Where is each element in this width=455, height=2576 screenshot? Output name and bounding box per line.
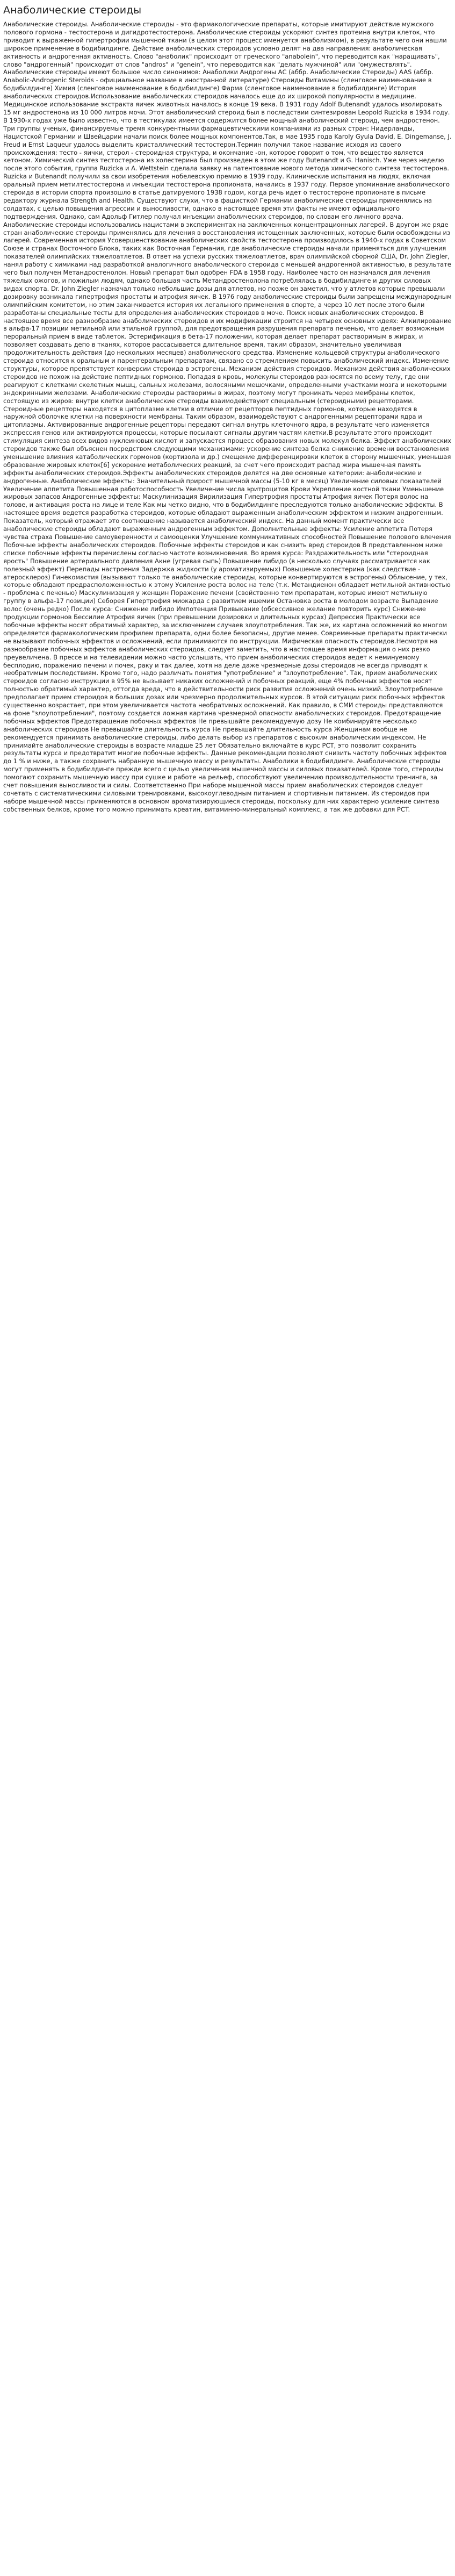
article-body: Анаболические стероиды. Анаболические стероиды - это фармакологические препараты, которые имитируют действие мужского полового гормона - тестостерона и дигидротестостерона. Анаболические стероиды ускоряют синтез протеина внутри клеток, что приводит к выраженной гипертрофии мышечной ткани (в целом этот процесс именуется анаболизмом), в результате чего они нашли широкое применение в бодибилдинге. Действие анаболических стероидов условно делят на два направления: анаболическая активность и андрогенная активность. Слово "анаболик" происходит от греческого "anabolein", что переводится как "наращивать", слово "андрогенный" происходит от слов "andros" и "genein", что переводится как "делать мужчиной" или "омужествлять". Анаболические стероиды имеют большое число синонимов: Анаболики Андрогены АС (аббр. Анаболические Стероиды) AAS (аббр. Anabolic-Androgenic Steroids - официальное название в иностранной литературе) Стероиды Витамины (сленговое наименование в бодибилдинге) Химия (сленговое наименование в бодибилдинге) Фарма (сленговое наименование в бодибилдинге) История анаболических стероидов.Использование анаболических стероидов началось еще до их широкой популярности в медицине. Медицинское использование экстракта яичек животных началось в конце 19 века. В 1931 году Adolf Butenandt удалось изолировать 15 мг андростенона из 10 000 литров мочи. Этот анаболический стероид был в последствии синтезирован Leopold Ruzicka в 1934 году. В 1930-х годах уже было известно, что в тестикулах имеется содержится более мощный анаболический стероид, чем андростенон. Три группы ученых, финансируемые тремя конкурентными фармацевтическими компаниями из разных стран: Нидерланды, Нацистской Германии и Швейцарии начали поиск более мощных компонентов.Так, в мае 1935 года Karoly Gyula David, E. Dingemanse, J. Freud и Ernst Laqueur удалось выделить кристаллический тестостерон.Термин получил такое название исходя из своего происхождения: тесто - яички, стерол - стероидная структура, и окончание -он, которое говорит о том, что вещество является кетоном. Химический синтез тестостерона из холестерина был произведен в этом же году Butenandt и G. Hanisch. Уже через неделю после этого события, группа Ruzicka и A. Wettstein сделала заявку на патентование нового метода химического синтеза тестостерона. Ruzicka и Butenandt получили за свои изобретения нобелевскую премию в 1939 году. Клинические испытания на людях, включая оральный прием метилтестостерона и инъекции тестостерона пропионата, начались в 1937 году. Первое упоминание анаболического стероида в истории спорта произошло в статье датируемого 1938 годом, когда речь идет о тестостероне пропионате в письме редактору журнала Strength and Health. Существуют слухи, что в фашисткой Германии анаболические стероиды применялись на солдатах, с целью повышения агрессии и выносливости, однако в настоящее время эти факты не имеют официального подтверждения. Однако, сам Адольф Гитлер получал инъекции анаболических стероидов, по словам его личного врача. Анаболические стероиды использовались нацистами в экспериментах на заключенных концентрационных лагерей. В другом же ряде стран анаболические стероиды применялись для лечения в восстановления истощенных заключенных, которые были освобождены из лагерей. Современная история Усовершенствование анаболических свойств тестостерона производилось в 1940-х годах в Советском Союзе и странах Восточного Блока, таких как Восточная Германия, где анаболические стероиды начали применяться для улучшения показателей олимпийских тяжелоатлетов. В ответ на успехи русских тяжелоатлетов, врач олимпийской сборной США, Dr. John Ziegler, нанял работу с химиками над разработкой аналогичного анаболического стероида с меньшей андрогенной активностью, в результате чего был получен Метандростенолон. Новый препарат был одобрен FDA в 1958 году. Наиболее часто он назначался для лечения тяжелых ожогов, и пожилым людям, однако большая часть Метандростенолона потреблялась в бодибилдинге и других силовых видах спорта. Dr. John Ziegler назначал только небольшие дозы для атлетов, но позже он заметил, что у атлетов которые превышали дозировку возникала гипертрофия простаты и атрофия яичек. В 1976 году анаболические стероиды были запрещены международным олимпийским комитетом, но этим заканчивается история их легального применения в спорте, а через 10 лет после этого были разработаны специальные тесты для определения анаболических стероидов в моче. Поиск новых анаболических стероидов. В настоящее время все разнообразие анаболических стероидов и их модификации строится на четырех основных идеях: Алкилирование в альфа-17 позиции метильной или этильной группой, для предотвращения разрушения препарата печенью, что делает возможным пероральный прием в виде таблеток. Эстерификация в бета-17 положении, которая делает препарат растворимым в жирах, и позволяет создавать депо в тканях, которое рассасывается длительное время, таким образом, значительно увеличивая продолжительность действия (до нескольких месяцев) анаболического средства. Изменение кольцевой структуры анаболического стероида относится к оральным и парентеральным препаратам, связано со стремлением повысить анаболический индекс. Изменение структуры, которое препятствует конверсии стероида в эстрогены. Механизм действия стероидов. Механизм действия анаболических стероидов не похож на действие пептидных гормонов. Попадая в кровь, молекулы стероидов разносятся по всему телу, где они реагируют с клетками скелетных мышц, сальных железами, волосяными мешочками, определенными участками мозга и некоторыми эндокринными железами. Анаболические стероиды растворимы в жирах, поэтому могут проникать через мембраны клеток, состоящую из жиров: внутри клетки анаболические стероиды взаимодействуют специальным (стероидными) рецепторами. Стероидные рецепторы находятся в цитоплазме клетки в отличие от рецепторов пептидных гормонов, которые находятся в наружной оболочке клетки на поверхности мембраны. Таким образом, взаимодействуют с андрогенными рецепторами ядра и цитоплазмы. Активированные андрогенные рецепторы передают сигнал внутрь клеточного ядра, в результате чего изменяется экспрессия генов или активируются процессы, которые посылают сигналы другим частям клетки.В результате этого происходит стимуляция синтеза всех видов нуклеиновых кислот и запускается процесс образования новых молекул белка. Эффект анаболических стероидов также был объяснен посредством следующими механизмами: ускорение синтеза белка снижение времени восстановления уменьшение влияния катаболических гормонов (кортизола и др.) смещение дифференцировки клеток в сторону мышечных, уменьшая образование жировых клеток[6] ускорение метаболических реакций, за счет чего происходит распад жира мышечная память эффекты анаболических стероидов.Эффекты анаболических стероидов делятся на две основные категории: анаболические и андрогенные. Анаболические эффекты: Значительный прирост мышечной массы (5-10 кг в месяц) Увеличение силовых показателей Увеличение аппетита Повышенная работоспособность Увеличение числа эритроцитов Крови Укрепление костной ткани Уменьшение жировых запасов Андрогенные эффекты: Маскулинизация Вирилизация Гипертрофия простаты Атрофия яичек Потеря волос на голове, и активация роста на лице и теле Как мы четко видно, что в бодибилдинге преследуются только анаболические эффекты. В настоящее время ведется разработка стероидов, которые обладают выраженным анаболическим эффектом и низким андрогенным. Показатель, который отражает это соотношение называется анаболический индекс. На данный момент практически все анаболические стероиды обладают выраженным андрогенным эффектом. Дополнительные эффекты: Усиление аппетита Потеря чувства страха Повышение самоуверенности и самооценки Улучшение коммуникативных способностей Повышение полового влечения Побочные эффекты анаболических стероидов. Побочные эффекты стероидов и как снизить вред стероидов В представленном ниже списке побочные эффекты перечислены согласно частоте возникновения. Во время курса: Раздражительность или "стероидная ярость" Повышение артериального давления Акне (угревая сыпь) Повышение либидо (в несколько случаях рассматривается как полезный эффект) Перепады настроения Задержка жидкости (у ароматизируемых) Повышение холестерина (как следствие - атеросклероз) Гинекомастия (вызывают только те анаболические стероиды, которые конвертируются в эстрогены) Облысение, у тех, которые обладают предрасположенностью к этому Усиление роста волос на теле (т.к. Метандиенон обладает метильной активностью - проблема с печенью) Маскулинизация у женщин Поражение печени (свойственно тем препаратам, которые имеют метильную группу в альфа-17 позиции) Себорея Гипертрофия миокарда с развитием ишемии Остановка роста в молодом возрасте Выпадение волос (очень редко) После курса: Снижение либидо Импотенция Привыкание (обсессивное желание повторить курс) Снижение продукции гормонов Бессилие Атрофия яичек (при превышении дозировки и длительных курсах) Депрессия Практически все побочные эффекты носят обратимый характер, за исключением случаев злоупотребления. Так же, их картина осложнений во многом определяется фармакологическим профилем препарата, одни более безопасны, другие менее. Современные препараты практически не вызывают побочных эффектов и осложнений, если принимаются по инструкции. Мифическая опасность стероидов.Несмотря на разнообразие побочных эффектов анаболических стероидов, следует заметить, что в настоящее время информация о них резко преувеличена. В прессе и на телевидении можно часто услышать, что прием анаболических стероидов ведет к неминуемому бесплодию, поражению печени и почек, раку и так далее, хотя на деле даже чрезмерные дозы стероидов не всегда приводят к необратимым последствиям. Кроме того, надо различать понятия "употребление" и "злоупотребление". Так, прием анаболических стероидов согласно инструкции в 95% не вызывает никаких осложнений и побочных реакций, еще 4% побочных эффектов носят полностью обратимый характер, оттогда вреда, что в действительности риск развития осложнений очень низкий. Злоупотребление предполагает прием стероидов в больших дозах или чрезмерно продолжительных курсов. В этой ситуации риск побочных эффектов существенно возрастает, при этом увеличивается частота необратимых осложнений. Как правило, в СМИ стероиды представляются на фоне "злоупотребления", поэтому создается ложная картина чрезмерной опасности анаболических стероидов. Предотвращение побочных эффектов Предотвращение побочных эффектов Не превышайте рекомендуемую дозу Не комбинируйте несколько анаболических стероидов Не превышайте длительность курса Не превышайте длительность курса Женщинам вообще не рекомендуется принимать анаболические стероиды, либо делать выбор из препаратов с высоким анаболическим индексом. Не принимайте анаболические стероиды в возрасте младше 25 лет Обязательно включайте в курс PCT, это позволит сохранить результаты курса и предотвратит многие побочные эффекты. Данные рекомендации позволяют снизить частоту побочных эффектов до 1 % и ниже, а также сохранить набранную мышечную массу и результаты. Анаболики в бодибилдинге. Анаболические стероиды могут применять в бодибилдинге прежде всего с целью увеличения мышечной массы и силовых показателей. Кроме того, стероиды помогают сохранить мышечную массу при сушке и работе на рельеф, способствуют увеличению производительности тренинга, за счет повышения выносливости и силы. Соответственно При наборе мышечной массы прием анаболических стероидов следует сочетать с систематическими силовыми тренировками, высокоуглеводным питанием и спортивным питанием. Из стероидов при наборе мышечной массы применяются в основном ароматизирующиеся стероиды, поскольку для них характерно усиление синтеза собственных белков, кроме того можно принимать креатин, витаминно-минеральный комплекс, а так же добавки для PCT.: [3, 20, 452, 813]
article: [0, 0, 455, 814]
page-title: Анаболические стероиды: [3, 4, 142, 16]
